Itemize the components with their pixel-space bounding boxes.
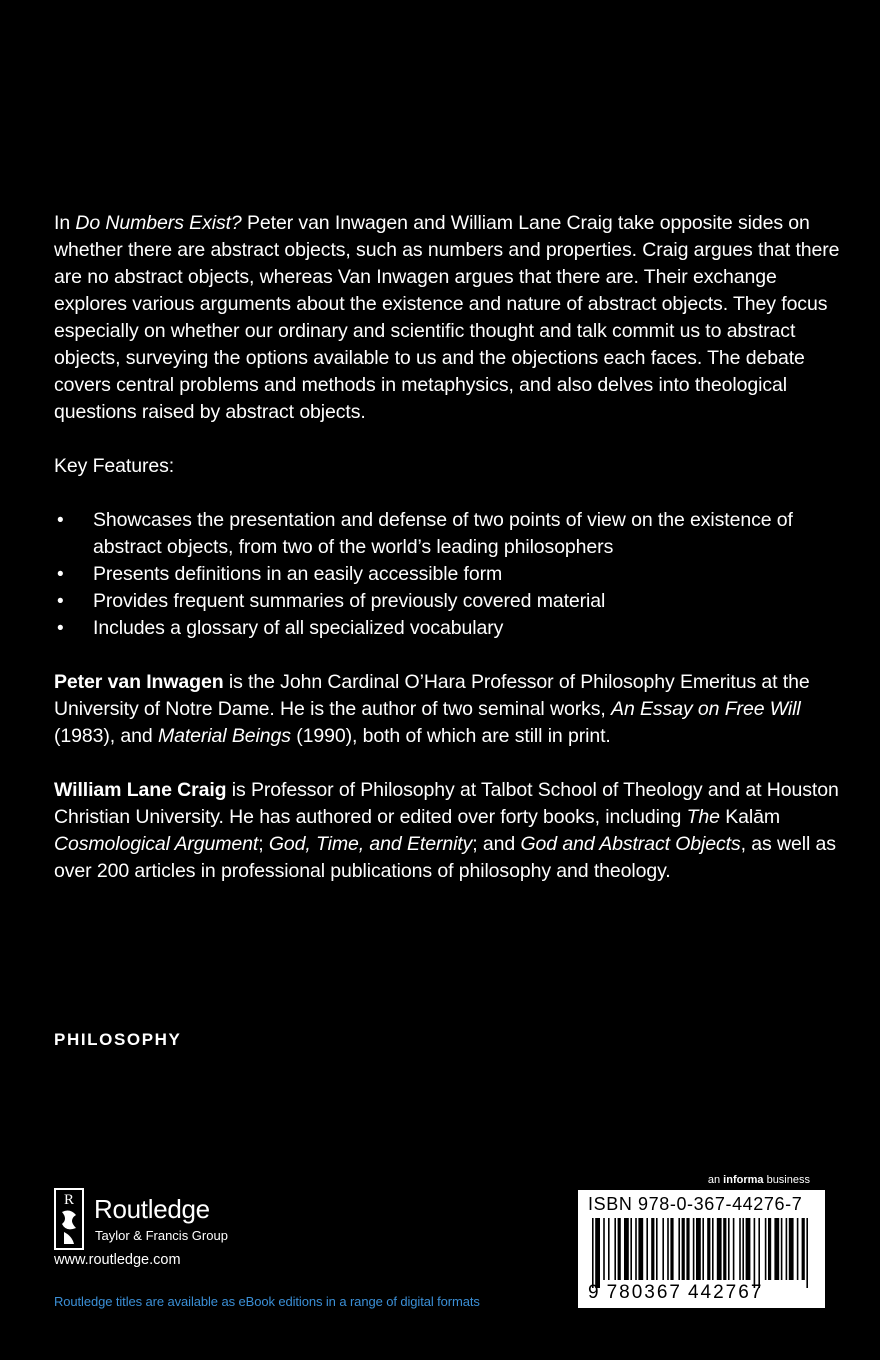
publisher-name: Routledge <box>94 1194 210 1224</box>
barcode-bar <box>638 1218 643 1280</box>
informa-brand: informa <box>723 1174 764 1186</box>
informa-business-tag <box>708 1174 810 1186</box>
intro-text-body: Peter van Inwagen and William Lane Craig take opposite sides on whether there are abstract objects, such as numbers and properties. Craig argues that there are no abstract objects, whereas Van Inwagen argues that there are. Their exchange explores various arguments about the existence and nature of abstract objects. They focus especially on whether our ordinary and scientific thought and talk commit us to abstract objects, surveying the options available to us and the objections each faces. The debate covers central problems and methods in metaphysics, and also delves into theological questions raised by abstract objects. <box>54 212 840 423</box>
barcode-bar <box>686 1218 689 1280</box>
bio-text: is the John Cardinal O’Hara Professor of Philosophy Emeritus at the University of Notre Dame. He is the author of two seminal works, <box>54 671 810 720</box>
barcode-bar <box>678 1218 680 1280</box>
book-title-italic: Do Numbers Exist? <box>75 212 242 234</box>
isbn-label: ISBN 978-0-367-44276-7 <box>588 1194 803 1214</box>
barcode-bar <box>806 1218 808 1288</box>
barcode-bar <box>789 1218 794 1280</box>
barcode-bar <box>592 1218 594 1288</box>
barcode-bar <box>728 1218 730 1280</box>
barcode-bar <box>765 1218 767 1280</box>
barcode-bar <box>733 1218 735 1280</box>
barcode-bar <box>797 1218 799 1280</box>
work-title-word: Kalām <box>725 806 781 828</box>
bio-text: , as well as over 200 articles in professional publications of philosophy and theology. <box>54 833 836 882</box>
barcode-bar <box>608 1218 610 1280</box>
work-title: God, Time, and Eternity <box>268 833 473 855</box>
feature-item: • Presents definitions in an easily accessible form <box>54 561 844 588</box>
work-title: The <box>686 806 726 828</box>
subject-category: PHILOSOPHY <box>54 1030 182 1049</box>
author-name: Peter van Inwagen <box>54 671 224 693</box>
work-title: Material Beings <box>157 725 291 747</box>
isbn-digit-prefix: 9 <box>588 1282 601 1303</box>
svg-text:R: R <box>63 1192 75 1208</box>
barcode-bar <box>614 1218 616 1280</box>
publisher-group: Taylor & Francis Group <box>95 1228 228 1243</box>
isbn-digits-right: 442767 <box>687 1282 764 1303</box>
work-title: God and Abstract Objects <box>520 833 741 855</box>
barcode-bar <box>781 1218 783 1280</box>
barcode-bar <box>670 1218 673 1280</box>
barcode-bar <box>742 1218 744 1280</box>
work-title: An Essay on Free Will <box>611 698 801 720</box>
barcode-bar <box>646 1218 648 1280</box>
informa-suffix: business <box>763 1174 810 1186</box>
bio-text: is Professor of Philosophy at Talbot School of Theology and at Houston Christian University. He has authored or edited over forty books, including <box>54 779 839 828</box>
isbn-digits-left: 780367 <box>606 1282 682 1303</box>
ebook-availability-note: Routledge titles are available as eBook editions in a range of digital formats <box>54 1294 480 1309</box>
barcode-bar <box>618 1218 621 1280</box>
isbn-digits <box>588 1282 763 1304</box>
bio-text: (1990), both of which are still in print. <box>290 725 611 747</box>
barcode-bar <box>774 1218 779 1280</box>
author-name: William Lane Craig <box>54 779 227 801</box>
barcode-bar <box>707 1218 710 1280</box>
barcode-bar <box>739 1218 741 1280</box>
work-title: Cosmological Argument <box>54 833 259 855</box>
barcode-bar <box>723 1218 726 1280</box>
isbn-barcode <box>578 1190 825 1308</box>
routledge-logo-icon <box>54 1188 84 1250</box>
feature-item: • Showcases the presentation and defense of two points of view on the existence of abstract objects, from two of the world’s leading philosophers <box>54 507 844 561</box>
barcode-bar <box>656 1218 658 1280</box>
barcode-bar <box>717 1218 722 1280</box>
barcode-bar <box>696 1218 701 1280</box>
barcode-bar <box>651 1218 654 1280</box>
bio-text: ; and <box>472 833 521 855</box>
intro-paragraph <box>54 210 844 426</box>
barcode-bar <box>758 1218 760 1288</box>
bio-text: (1983), and <box>54 725 158 747</box>
barcode-bar <box>595 1218 600 1288</box>
barcode-bar <box>682 1218 685 1280</box>
barcode-bar <box>786 1218 788 1280</box>
barcode-bar <box>712 1218 714 1280</box>
barcode-bar <box>702 1218 704 1280</box>
barcode-bar <box>746 1218 751 1280</box>
feature-item: • Includes a glossary of all specialized vocabulary <box>54 615 844 642</box>
author-bio-van-inwagen <box>54 669 844 750</box>
feature-item: • Provides frequent summaries of previously covered material <box>54 588 844 615</box>
key-features-heading: Key Features: <box>54 455 175 477</box>
author-bio-craig <box>54 777 844 885</box>
key-features-list <box>54 507 844 642</box>
barcode-bar <box>630 1218 632 1280</box>
barcode-bar <box>635 1218 637 1280</box>
publisher-website[interactable]: www.routledge.com <box>54 1252 181 1268</box>
barcode-bar <box>768 1218 771 1280</box>
barcode-bar <box>662 1218 664 1280</box>
barcode-bar <box>754 1218 756 1288</box>
back-cover-blurb <box>54 210 844 885</box>
barcode-bar <box>693 1218 695 1280</box>
informa-prefix: an <box>707 1174 724 1186</box>
barcode-bar <box>624 1218 629 1280</box>
barcode-bar <box>667 1218 669 1280</box>
bio-text: ; <box>258 833 269 855</box>
barcode-bar <box>603 1218 605 1280</box>
barcode-bar <box>802 1218 805 1280</box>
intro-text-start: In <box>54 212 76 234</box>
